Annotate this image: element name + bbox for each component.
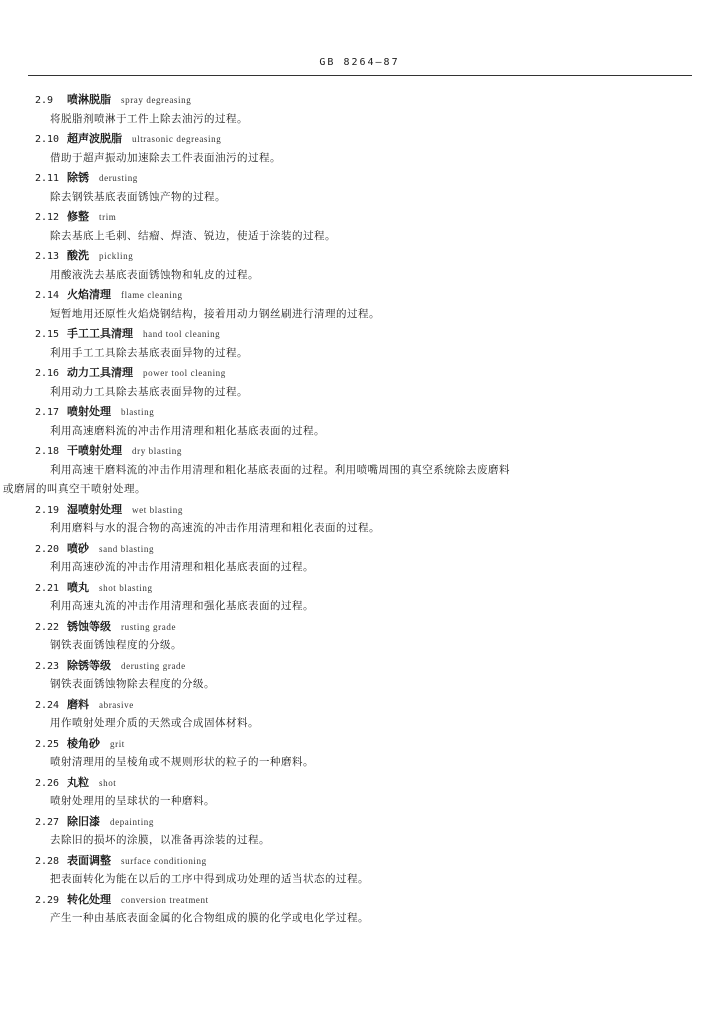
term-entry (0, 578, 719, 617)
term-definition: 借助于超声振动加速除去工件表面油污的过程。 (50, 151, 281, 164)
term-definition: 除去钢铁基底表面锈蚀产物的过程。 (50, 190, 226, 203)
term-english: rusting grade (121, 621, 177, 632)
term-entry (0, 129, 719, 168)
term-english: depainting (110, 816, 154, 827)
term-definition: 将脱脂剂喷淋于工件上除去油污的过程。 (50, 112, 248, 125)
term-entry (0, 890, 719, 929)
term-chinese: 动力工具清理 (67, 366, 133, 379)
term-line (0, 207, 719, 227)
term-english: blasting (121, 407, 155, 417)
term-english: shot blasting (99, 582, 153, 593)
term-entry (0, 500, 719, 539)
term-chinese: 喷丸 (67, 580, 89, 594)
term-line (0, 890, 719, 910)
term-definition-continued: 或磨屑的叫真空干喷射处理。 (3, 483, 146, 495)
term-number: 2.24 (35, 699, 60, 711)
term-english: surface conditioning (121, 855, 207, 866)
term-line (0, 812, 719, 832)
term-line (0, 402, 719, 422)
term-chinese: 转化处理 (67, 892, 111, 906)
term-chinese: 酸洗 (67, 249, 89, 262)
term-english: dry blasting (132, 446, 182, 456)
term-line (0, 246, 719, 266)
term-chinese: 火焰清理 (67, 288, 111, 301)
term-english: sand blasting (99, 543, 155, 554)
term-english: spray degreasing (121, 95, 192, 105)
term-chinese: 喷射处理 (67, 405, 111, 418)
term-number: 2.19 (35, 504, 60, 516)
term-number: 2.21 (35, 582, 60, 594)
term-english: ultrasonic degreasing (132, 134, 222, 144)
term-line (0, 324, 719, 344)
term-entry (0, 773, 719, 812)
term-chinese: 丸粒 (67, 775, 89, 789)
term-number: 2.28 (35, 855, 60, 867)
term-english: shot (99, 777, 117, 788)
term-line (0, 578, 719, 598)
term-english: conversion treatment (121, 894, 209, 905)
term-entry (0, 168, 719, 207)
term-number: 2.9 (35, 95, 54, 106)
term-number: 2.12 (35, 212, 60, 223)
term-chinese: 磨料 (67, 697, 89, 711)
term-line (0, 363, 719, 383)
term-chinese: 锈蚀等级 (67, 619, 111, 633)
term-definition: 利用磨料与水的混合物的高速流的冲击作用清理和粗化表面的过程。 (50, 522, 380, 534)
term-definition: 用酸液洗去基底表面锈蚀物和轧皮的过程。 (50, 268, 259, 281)
term-english: pickling (99, 251, 134, 261)
term-chinese: 除锈等级 (67, 658, 111, 672)
term-english: trim (99, 212, 117, 222)
term-entry (0, 851, 719, 890)
term-number: 2.25 (35, 738, 60, 750)
term-line (0, 285, 719, 305)
term-entry (0, 324, 719, 363)
term-english: flame cleaning (121, 290, 183, 300)
term-chinese: 修整 (67, 210, 89, 223)
term-entry (0, 812, 719, 851)
term-entry (0, 90, 719, 129)
term-line (0, 617, 719, 637)
term-definition: 利用高速干磨料流的冲击作用清理和粗化基底表面的过程。利用喷嘴周围的真空系统除去废磨料 (50, 463, 510, 476)
term-number: 2.16 (35, 368, 60, 379)
term-line (0, 773, 719, 793)
term-chinese: 喷砂 (67, 541, 89, 555)
term-definition: 短暂地用还原性火焰烧钢结构，接着用动力钢丝刷进行清理的过程。 (50, 307, 380, 320)
term-number: 2.23 (35, 660, 60, 672)
term-number: 2.20 (35, 543, 60, 555)
term-english: abrasive (99, 699, 134, 710)
term-entry (0, 656, 719, 695)
term-list (0, 90, 719, 929)
term-definition: 把表面转化为能在以后的工序中得到成功处理的适当状态的过程。 (50, 873, 369, 885)
term-chinese: 除锈 (67, 171, 89, 184)
term-definition: 利用动力工具除去基底表面异物的过程。 (50, 385, 248, 398)
term-line (0, 851, 719, 871)
term-line (0, 129, 719, 149)
term-chinese: 手工工具清理 (67, 327, 133, 340)
term-line (0, 168, 719, 188)
term-english: grit (110, 738, 125, 749)
term-line (0, 539, 719, 559)
term-definition: 利用手工工具除去基底表面异物的过程。 (50, 346, 248, 359)
term-english: wet blasting (132, 504, 183, 515)
term-definition: 利用高速丸流的冲击作用清理和强化基底表面的过程。 (50, 600, 314, 612)
term-number: 2.15 (35, 329, 60, 340)
term-line (0, 695, 719, 715)
term-number: 2.22 (35, 621, 60, 633)
term-definition: 利用高速磨料流的冲击作用清理和粗化基底表面的过程。 (50, 424, 325, 437)
term-number: 2.18 (35, 446, 60, 457)
term-chinese: 干喷射处理 (67, 444, 122, 457)
term-english: derusting (99, 173, 138, 183)
term-definition: 用作喷射处理介质的天然或合成固体材料。 (50, 717, 259, 729)
standard-code-header: GB 8264—87 (319, 57, 400, 68)
term-english: power tool cleaning (143, 368, 226, 378)
term-entry (0, 734, 719, 773)
term-entry (0, 402, 719, 441)
term-entry (0, 617, 719, 656)
term-entry (0, 246, 719, 285)
term-chinese: 除旧漆 (67, 814, 100, 828)
term-number: 2.10 (35, 134, 60, 145)
term-number: 2.26 (35, 777, 60, 789)
term-definition: 利用高速砂流的冲击作用清理和粗化基底表面的过程。 (50, 561, 314, 573)
term-entry (0, 539, 719, 578)
term-definition: 产生一种由基底表面金属的化合物组成的膜的化学或电化学过程。 (50, 912, 369, 924)
term-chinese: 表面调整 (67, 853, 111, 867)
term-chinese: 喷淋脱脂 (67, 93, 111, 106)
term-number: 2.11 (35, 173, 60, 184)
term-line (0, 734, 719, 754)
term-line (0, 441, 719, 461)
term-english: hand tool cleaning (143, 329, 221, 339)
term-english: derusting grade (121, 660, 186, 671)
header-rule (28, 75, 692, 76)
term-entry (0, 695, 719, 734)
term-entry (0, 285, 719, 324)
term-chinese: 棱角砂 (67, 736, 100, 750)
term-definition: 钢铁表面锈蚀程度的分级。 (50, 639, 182, 651)
term-entry (0, 207, 719, 246)
term-definition: 喷射处理用的呈球状的一种磨料。 (50, 795, 215, 807)
term-line (0, 500, 719, 520)
term-number: 2.14 (35, 290, 60, 301)
term-entry (0, 441, 719, 500)
term-chinese: 湿喷射处理 (67, 502, 122, 516)
term-chinese: 超声波脱脂 (67, 132, 122, 145)
term-definition: 喷射清理用的呈棱角或不规则形状的粒子的一种磨料。 (50, 756, 314, 768)
term-number: 2.29 (35, 894, 60, 906)
term-number: 2.27 (35, 816, 60, 828)
term-definition: 除去基底上毛刺、结瘤、焊渣、锐边，使适于涂装的过程。 (50, 229, 336, 242)
term-definition: 钢铁表面锈蚀物除去程度的分级。 (50, 678, 215, 690)
term-entry (0, 363, 719, 402)
term-number: 2.13 (35, 251, 60, 262)
term-number: 2.17 (35, 407, 60, 418)
term-line (0, 656, 719, 676)
term-line (0, 90, 719, 110)
term-definition: 去除旧的损坏的涂膜，以准备再涂装的过程。 (50, 834, 270, 846)
